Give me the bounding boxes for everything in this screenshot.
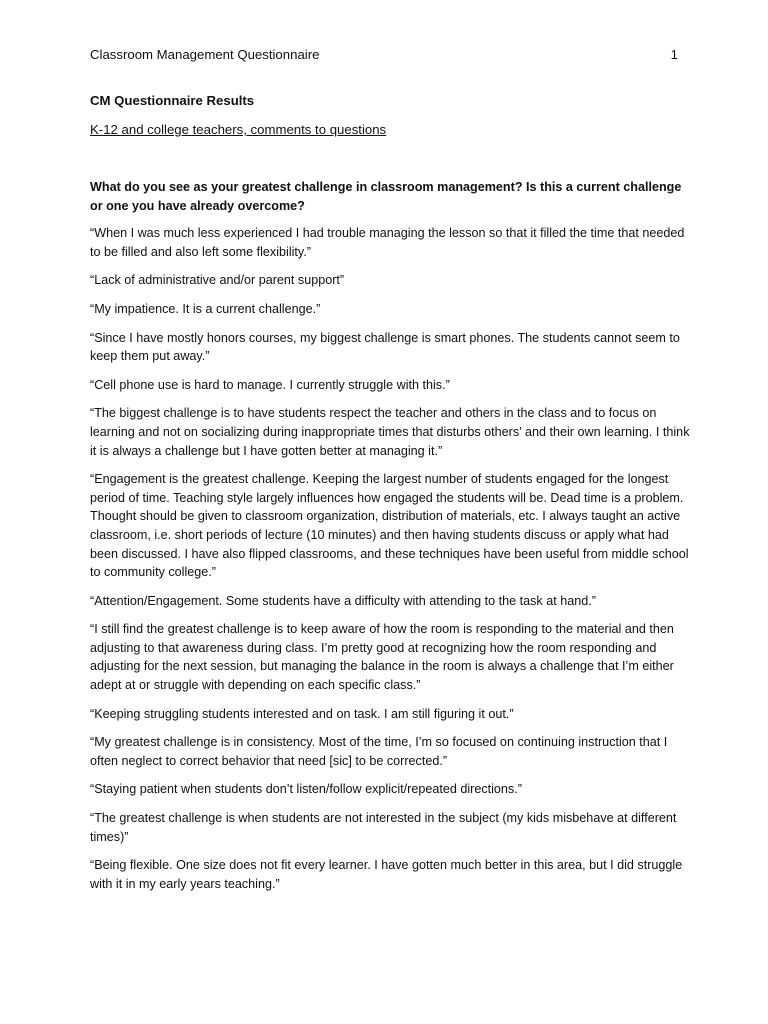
comment-2: “Lack of administrative and/or parent support” [90, 273, 345, 288]
comment-5: “Cell phone use is hard to manage. I currently struggle with this.” [90, 377, 450, 392]
question-text: What do you see as your greatest challenge in classroom management? Is this a current challenge or one you have already overcome? [90, 180, 682, 213]
comment-12: “Staying patient when students don’t listen/follow explicit/repeated directions.” [90, 782, 522, 797]
page-number: 1 [670, 47, 678, 62]
comment-7: “Engagement is the greatest challenge. Keeping the largest number of students engaged for the longest period of time. Teaching style largely influences how engaged the students will be. Dead time is a problem. Thought should be given to classroom organization, distribution of materials, etc. I always taught an active classroom, i.e. short periods of lecture (10 minutes) and then having students discuss or apply what had been discussed. I have also flipped classrooms, and these techniques have been useful from middle school to community college.” [90, 472, 689, 580]
comment-9: “I still find the greatest challenge is to keep aware of how the room is responding to the material and then adjusting to that awareness during class. I’m pretty good at recognizing how the room responding and adjusting for the next session, but managing the balance in the room is always a challenge that I’m either adept at or struggle with depending on each specific class.” [90, 622, 674, 693]
comment-14: “Being flexible. One size does not fit every learner. I have gotten much better in this area, but I did struggle with it in my early years teaching.” [90, 858, 683, 891]
running-title: Classroom Management Questionnaire [90, 47, 320, 62]
comment-8: “Attention/Engagement. Some students have a difficulty with attending to the task at hand.” [90, 593, 596, 608]
comment-3: “My impatience. It is a current challenge.” [90, 301, 321, 316]
comment-10: “Keeping struggling students interested and on task. I am still figuring it out.” [90, 706, 514, 721]
running-header [90, 46, 678, 64]
comment-1: “When I was much less experienced I had trouble managing the lesson so that it filled the time that needed to be filled and also left some flexibility.” [90, 226, 685, 259]
comment-6: “The biggest challenge is to have students respect the teacher and others in the class and to focus on learning and not on socializing during inappropriate times that disturbs others’ and their own learning. I think it is always a challenge but I have gotten better at managing it.” [90, 406, 690, 458]
document-body [90, 178, 690, 903]
comment-13: “The greatest challenge is when students are not interested in the subject (my kids misbehave at different times)” [90, 811, 677, 844]
comment-11: “My greatest challenge is in consistency. Most of the time, I’m so focused on continuing instruction that I often neglect to correct behavior that need [sic] to be corrected.” [90, 735, 668, 768]
comment-4: “Since I have mostly honors courses, my biggest challenge is smart phones. The students cannot seem to keep them put away.” [90, 330, 680, 364]
document-subtitle: K-12 and college teachers, comments to questions [90, 122, 387, 137]
document-title: CM Questionnaire Results [90, 93, 255, 108]
